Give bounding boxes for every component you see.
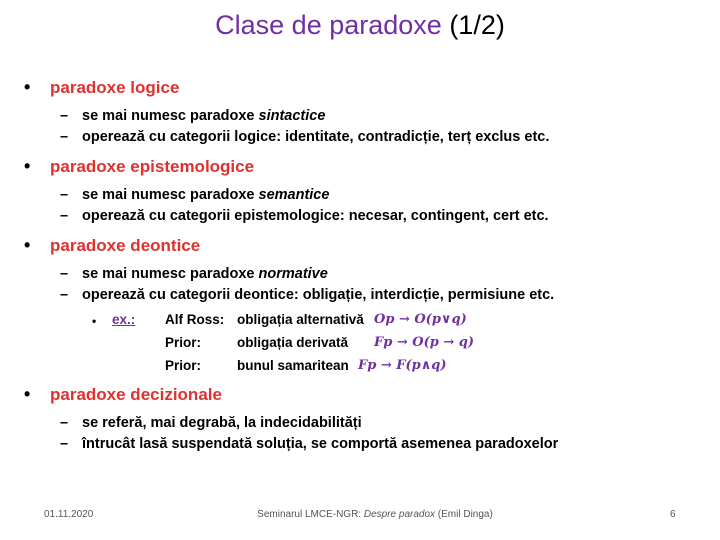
example-name: bunul samaritean [237, 358, 349, 373]
example-author: Prior: [165, 358, 202, 373]
footer-date: 01.11.2020 [44, 509, 94, 520]
example-formula: Fp → O(p → q) [374, 335, 475, 350]
example-name: obligația derivată [237, 335, 349, 350]
dash-icon: – [60, 266, 69, 282]
bullet-dot-icon: • [24, 77, 31, 97]
sub-item: – se mai numesc paradoxe normative [60, 266, 328, 282]
sub-item: – întrucât lasă suspendată soluția, se comportă asemenea paradoxelor [60, 436, 559, 452]
example-author: Prior: [165, 335, 202, 350]
example-author: Alf Ross: [165, 312, 225, 327]
title-part: (1/2) [449, 10, 505, 40]
sub-item: – operează cu categorii deontice: obligație, interdicție, permisiune etc. [60, 287, 555, 303]
examples-label: ex.: [112, 312, 136, 327]
sub-item: – operează cu categorii epistemologice: necesar, contingent, cert etc. [60, 208, 549, 224]
bullet-paradoxe-deontice: • paradoxe deontice [24, 235, 201, 255]
bullet-paradoxe-decizionale: • paradoxe decizionale [24, 384, 222, 404]
bullet-dot-icon: • [92, 314, 97, 328]
bullet-dot-icon: • [24, 235, 31, 255]
example-formula: Fp → F(p∧q) [358, 358, 447, 373]
dash-icon: – [60, 187, 69, 203]
sub-item: – se mai numesc paradoxe semantice [60, 187, 330, 203]
footer-center: Seminarul LMCE-NGR: Despre paradox (Emil Dinga) [257, 509, 493, 520]
dash-icon: – [60, 108, 69, 124]
title-main: Clase de paradoxe [215, 10, 442, 40]
dash-icon: – [60, 415, 69, 431]
bullet-paradoxe-logice: • paradoxe logice [24, 77, 180, 97]
dash-icon: – [60, 287, 69, 303]
example-name: obligația alternativă [237, 312, 364, 327]
footer-page-number: 6 [670, 509, 676, 520]
dash-icon: – [60, 208, 69, 224]
example-formula: Op → O(p∨q) [374, 312, 467, 327]
bullet-paradoxe-epistemologice: • paradoxe epistemologice [24, 156, 255, 176]
sub-item: – se mai numesc paradoxe sintactice [60, 108, 326, 124]
slide-title [0, 10, 720, 41]
dash-icon: – [60, 129, 69, 145]
bullet-dot-icon: • [24, 384, 31, 404]
sub-item: – se referă, mai degrabă, la indecidabilități [60, 415, 362, 431]
dash-icon: – [60, 436, 69, 452]
sub-item: – operează cu categorii logice: identitate, contradicție, terț exclus etc. [60, 129, 550, 145]
bullet-dot-icon: • [24, 156, 31, 176]
